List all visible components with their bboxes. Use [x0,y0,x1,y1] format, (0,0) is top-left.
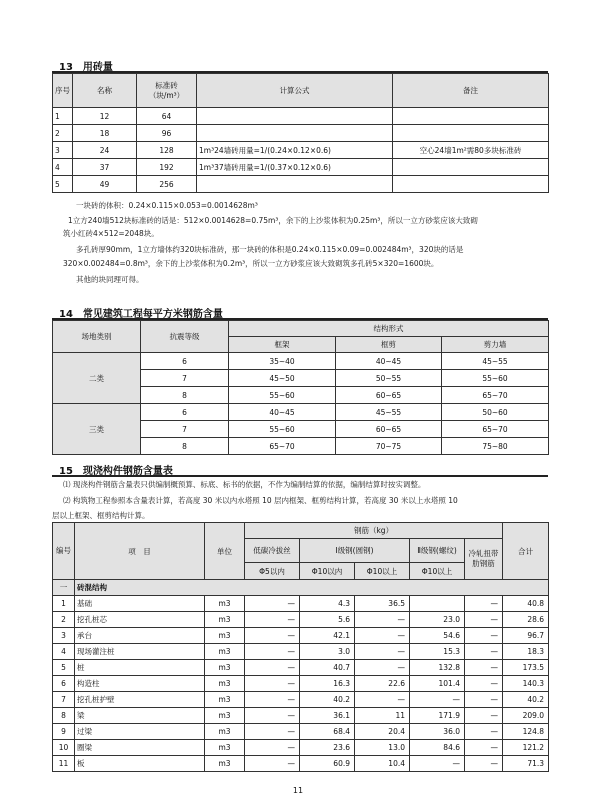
table-cell: 4 [53,159,73,176]
table-cell: 55~60 [442,370,549,387]
table-cell: 84.6 [410,740,465,756]
section-13-title: 13 用砖量 [59,62,113,73]
item-header: 项 目 [75,523,205,580]
seismic-grade-header: 抗震等级 [141,321,229,353]
table-cell: 2 [53,125,73,142]
table-cell: — [465,660,503,676]
table-cell: 1m³24墙砖用量=1/(0.24×0.12×0.6) [197,142,393,159]
table-cell: 5 [53,176,73,193]
table-cell: 65~70 [442,421,549,438]
table-cell: m3 [205,644,245,660]
table-cell: 7 [141,370,229,387]
grade2-header: Ⅱ级钢(螺纹) [410,539,465,563]
unit-header: 单位 [205,523,245,580]
sub-header: Φ10以上 [410,563,465,580]
no-header: 编号 [53,523,75,580]
table-cell: 18.3 [503,644,549,660]
table-cell: m3 [205,596,245,612]
table-cell: — [245,628,300,644]
note-line: 320×0.002484=0.8m³，余下的上沙浆体积为0.2m³，所以一立方砂浆应该大致砌筑多孔砖5×320=1600块。 [63,259,439,268]
table-cell: 6 [53,676,75,692]
table-cell: 36.5 [355,596,410,612]
table-cell: m3 [205,628,245,644]
col-header: 备注 [393,74,549,108]
note-line: ⑵ 构筑物工程参照本含量表计算，若高度 30 米以内水塔照 10 层内框架、框剪结构计算，若高度 30 米以上水塔照 10 [63,496,458,505]
table-cell: 101.4 [410,676,465,692]
table-cell: 96 [137,125,197,142]
table-cell: m3 [205,676,245,692]
table-cell: — [465,676,503,692]
table-cell: 45~50 [229,370,336,387]
table-row [53,756,549,772]
table-cell: — [465,740,503,756]
table-cell: — [245,676,300,692]
table-cell: 8 [141,387,229,404]
table-cell [393,125,549,142]
table-row [53,676,549,692]
table-cell: 10.4 [355,756,410,772]
cast-member-rebar-table [52,522,549,772]
frame-header: 框架 [229,337,336,353]
table-cell: — [245,644,300,660]
table-cell [197,125,393,142]
table-cell: 11 [53,756,75,772]
section-row [53,580,549,596]
table-cell: — [355,660,410,676]
table-cell: — [245,612,300,628]
table-cell: 192 [137,159,197,176]
table-row [53,159,549,176]
col-header: 序号 [53,74,73,108]
table-cell: 55~60 [229,387,336,404]
table-cell: 40.7 [300,660,355,676]
table-row [53,724,549,740]
table-cell: 22.6 [355,676,410,692]
table-row [53,142,549,159]
table-cell: 60.9 [300,756,355,772]
table-cell: 1 [53,596,75,612]
table-cell [393,176,549,193]
table-cell: 60~65 [336,421,442,438]
shear-wall-header: 剪力墙 [442,337,549,353]
structure-form-header: 结构形式 [229,321,549,337]
table-cell: 71.3 [503,756,549,772]
table-cell: — [465,596,503,612]
note-line: 其他的块同理可得。 [76,275,144,284]
table-cell: 54.6 [410,628,465,644]
table-cell: 4.3 [300,596,355,612]
steel-header: 钢筋（kg） [245,523,503,539]
section-no: 一 [53,580,75,596]
table-cell: 42.1 [300,628,355,644]
total-header: 合计 [503,523,549,580]
table-cell: 板 [75,756,205,772]
table-cell: — [245,660,300,676]
table-cell: 15.3 [410,644,465,660]
table-cell: 124.8 [503,724,549,740]
table-cell: — [245,596,300,612]
table-cell: 8 [141,438,229,455]
table-row [53,596,549,612]
table-cell: — [465,724,503,740]
table-cell: 5.6 [300,612,355,628]
table-cell: 圈梁 [75,740,205,756]
table-cell: — [410,692,465,708]
frame-shear-header: 框剪 [336,337,442,353]
table-cell: 209.0 [503,708,549,724]
table-cell: 36.1 [300,708,355,724]
table-cell: 40~45 [336,353,442,370]
sub-header: Φ10以上 [355,563,410,580]
table-cell: m3 [205,612,245,628]
table-cell: 承台 [75,628,205,644]
table-cell: 75~80 [442,438,549,455]
table-cell: 1m³37墙砖用量=1/(0.37×0.12×0.6) [197,159,393,176]
table-cell: m3 [205,692,245,708]
brick-usage-table [52,73,549,193]
table-cell: m3 [205,756,245,772]
table-cell: 40.2 [503,692,549,708]
table-row [53,628,549,644]
table-row [53,660,549,676]
table-row [53,404,549,421]
table-cell: 桩 [75,660,205,676]
table-cell: 7 [141,421,229,438]
table-cell: 23.0 [410,612,465,628]
table-cell: m3 [205,708,245,724]
table-cell: 140.3 [503,676,549,692]
table-cell: 40.8 [503,596,549,612]
table-cell: 10 [53,740,75,756]
table-cell: 1 [53,108,73,125]
table-cell: 70~75 [336,438,442,455]
table-cell: — [465,644,503,660]
table-cell: 55~60 [229,421,336,438]
table-row [53,644,549,660]
table-cell: 6 [141,353,229,370]
table-cell: — [465,708,503,724]
note-line: 一块砖的体积：0.24×0.115×0.053=0.0014628m³ [76,201,258,210]
table-cell: 35~40 [229,353,336,370]
table-cell: 256 [137,176,197,193]
table-cell: 2 [53,612,75,628]
table-cell: 36.0 [410,724,465,740]
note-line: 筑小红砖4×512=2048块。 [63,229,159,238]
table-cell: — [465,612,503,628]
table-cell: 60~65 [336,387,442,404]
table-cell: 121.2 [503,740,549,756]
section-rule [52,475,548,477]
table-cell: 171.9 [410,708,465,724]
table-cell: — [355,692,410,708]
table-cell [197,108,393,125]
table-cell: 4 [53,644,75,660]
table-cell: 基础 [75,596,205,612]
table-cell: 20.4 [355,724,410,740]
table-cell: 173.5 [503,660,549,676]
table-cell: 挖孔桩护壁 [75,692,205,708]
table-cell: 40~45 [229,404,336,421]
table-cell: 8 [53,708,75,724]
sub-header: Φ10以内 [300,563,355,580]
table-cell: 11 [355,708,410,724]
table-cell: 128 [137,142,197,159]
page-number: 11 [292,786,304,795]
table-cell: — [355,644,410,660]
col-header: 计算公式 [197,74,393,108]
table-cell: 24 [73,142,137,159]
table-cell: 挖孔桩芯 [75,612,205,628]
table-cell: 5 [53,660,75,676]
table-cell [393,108,549,125]
table-row [53,125,549,142]
cold-twisted-header: 冷轧扭带肋钢筋 [465,539,503,580]
table-cell: 37 [73,159,137,176]
rebar-content-table [52,320,549,455]
table-cell: 梁 [75,708,205,724]
table-cell: 构造柱 [75,676,205,692]
table-row [53,176,549,193]
table-cell [393,159,549,176]
table-cell: m3 [205,724,245,740]
table-cell: — [410,756,465,772]
table-cell: 12 [73,108,137,125]
table-cell: 65~70 [442,387,549,404]
table-cell: — [355,628,410,644]
table-row [53,612,549,628]
table-row [53,740,549,756]
table-cell: 3.0 [300,644,355,660]
table-cell: — [245,708,300,724]
table-cell: 7 [53,692,75,708]
table-cell: 28.6 [503,612,549,628]
note-line: 1立方240墙512块标准砖的话是：512×0.0014628=0.75m³，余下的上沙浆体积为0.25m³，所以一立方砂浆应该大致砌 [68,216,478,225]
table-cell [410,596,465,612]
table-cell: 68.4 [300,724,355,740]
table-cell: 空心24墙1m²需80多块标准砖 [393,142,549,159]
note-line: 多孔砖厚90mm，1立方墙体约320块标准砖，那一块砖的体积是0.24×0.115×0.09=0.002484m³，320块的话是 [76,245,464,254]
table-cell: 3 [53,142,73,159]
sub-header: Φ5以内 [245,563,300,580]
table-cell: 40.2 [300,692,355,708]
table-row [53,708,549,724]
table-cell: 现场灌注桩 [75,644,205,660]
table-cell: 132.8 [410,660,465,676]
table-cell: — [465,628,503,644]
table-cell: 45~55 [336,404,442,421]
note-line: 层以上框架、框剪结构计算。 [52,511,150,520]
table-cell: 64 [137,108,197,125]
site-class-cell: 二类 [53,353,141,404]
table-cell: 50~60 [442,404,549,421]
site-class-cell: 三类 [53,404,141,455]
table-cell: m3 [205,740,245,756]
table-cell: — [245,756,300,772]
table-cell: 49 [73,176,137,193]
note-line: ⑴ 现浇构件钢筋含量表只供编制概预算、标底、标书的依据，不作为编制结算的依据，编制结算时按实调整。 [63,480,426,489]
section-label: 砖混结构 [75,580,549,596]
table-cell: 9 [53,724,75,740]
table-cell: — [465,756,503,772]
table-cell: 过梁 [75,724,205,740]
section-15-title: 15 现浇构件钢筋含量表 [59,466,173,477]
table-cell: m3 [205,660,245,676]
table-cell: 96.7 [503,628,549,644]
table-cell: 45~55 [442,353,549,370]
col-header: 标准砖 （块/m³） [137,74,197,108]
table-row [53,108,549,125]
section-14-title: 14 常见建筑工程每平方米钢筋含量 [59,309,223,320]
table-cell: 6 [141,404,229,421]
table-cell: — [245,724,300,740]
table-cell: — [245,692,300,708]
table-cell: 50~55 [336,370,442,387]
table-cell: 23.6 [300,740,355,756]
table-cell: 3 [53,628,75,644]
table-row [53,353,549,370]
table-cell [197,176,393,193]
table-cell: 65~70 [229,438,336,455]
grade1-header: Ⅰ级钢(圆钢) [300,539,410,563]
table-cell: 16.3 [300,676,355,692]
table-cell: — [355,612,410,628]
cold-drawn-header: 低碳冷拔丝 [245,539,300,563]
table-cell: 18 [73,125,137,142]
table-cell: — [245,740,300,756]
table-row [53,692,549,708]
table-cell: — [465,692,503,708]
table-cell: 13.0 [355,740,410,756]
col-header: 名称 [73,74,137,108]
site-class-header: 场地类别 [53,321,141,353]
